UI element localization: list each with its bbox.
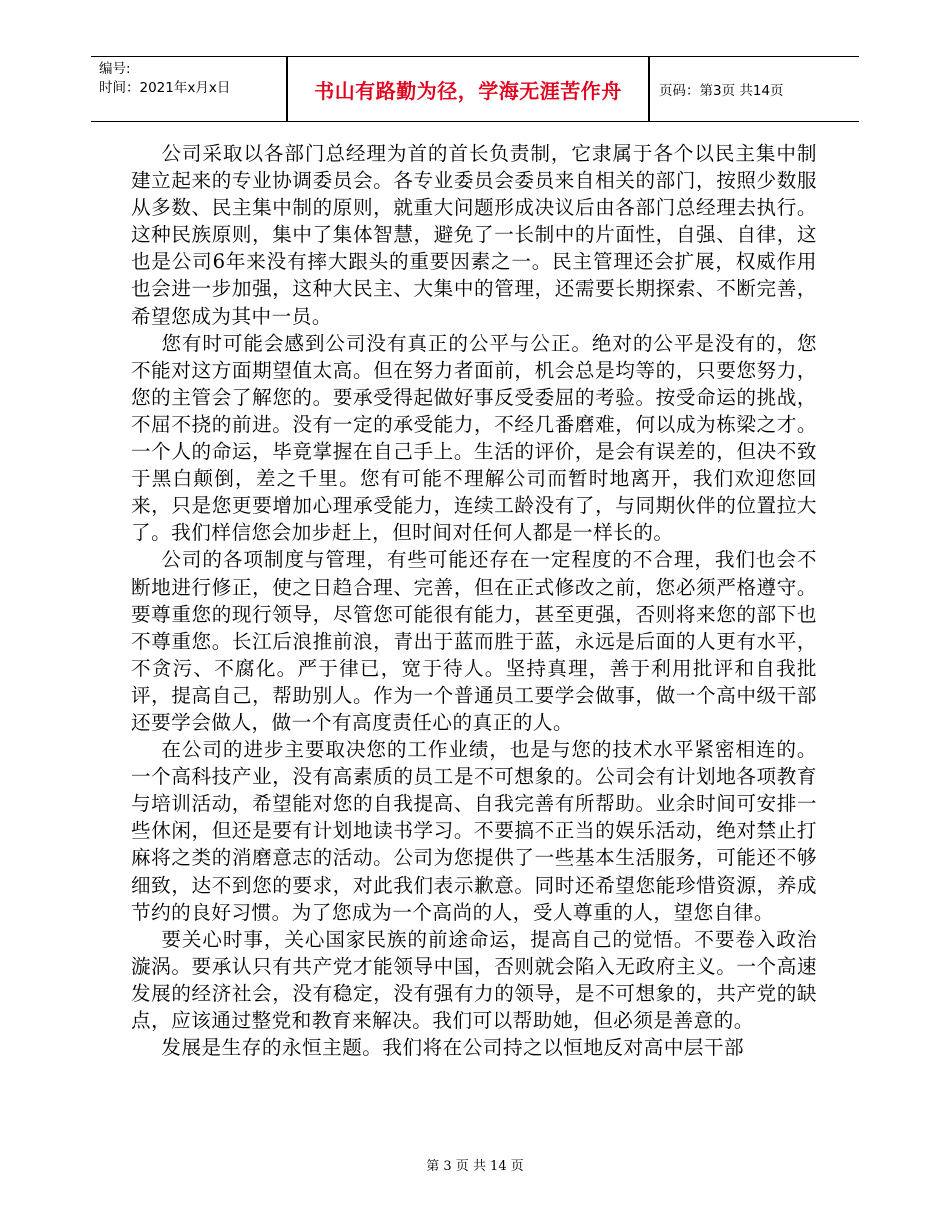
body-paragraph: 在公司的进步主要取决您的工作业绩，也是与您的技术水平紧密相连的。一个高科技产业，没有高素质的员工是不可想象的。公司会有计划地各项教育与培训活动，希望能对您的自我提高、自我完善有所帮助。业余时间可安排一些休闲，但还是要有计划地读书学习。不要搞不正当的娱乐活动，绝对禁止打麻将之类的消磨意志的活动。公司为您提供了一些基本生活服务，可能还不够细致，达不到您的要求，对此我们表示歉意。同时还希望您能珍惜资源，养成节约的良好习惯。为了您成为一个高尚的人，受人尊重的人，望您自律。	[131, 738, 817, 924]
document-number-label: 编号:	[99, 61, 131, 77]
body-paragraph: 公司采取以各部门总经理为首的首长负责制，它隶属于各个以民主集中制建立起来的专业协调委员会。各专业委员会委员来自相关的部门，按照少数服从多数、民主集中制的原则，就重大问题形成决议后由各部门总经理去执行。这种民族原则，集中了集体智慧，避免了一长制中的片面性，自强、自律，这也是公司6年来没有摔大跟头的重要因素之一。民主管理还会扩展，权威作用也会进一步加强，这种大民主、大集中的管理，还需要长期探索、不断完善，希望您成为其中一员。	[131, 142, 817, 328]
body-paragraph: 您有时可能会感到公司没有真正的公平与公正。绝对的公平是没有的，您不能对这方面期望值太高。但在努力者面前，机会总是均等的，只要您努力，您的主管会了解您的。要承受得起做好事反受委屈的考验。按受命运的挑战，不屈不挠的前进。没有一定的承受能力，不经几番磨难，何以成为栋梁之才。一个人的命运，毕竟掌握在自己手上。生活的评价，是会有误差的，但决不致于黑白颠倒，差之千里。您有可能不理解公司而暂时地离开，我们欢迎您回来，只是您更要增加心理承受能力，连续工龄没有了，与同期伙伴的位置拉大了。我们样信您会加步赶上，但时间对任何人都是一样长的。	[131, 331, 817, 545]
header-divider	[648, 57, 650, 121]
document-body	[131, 140, 817, 1061]
header-page-info: 页码：第3页 共14页	[659, 83, 784, 99]
header-motto: 书山有路勤为径，学海无涯苦作舟	[314, 78, 622, 103]
body-paragraph: 公司的各项制度与管理，有些可能还存在一定程度的不合理，我们也会不断地进行修正，使之日趋合理、完善，但在正式修改之前，您必须严格遵守。要尊重您的现行领导，尽管您可能很有能力，甚至更强，否则将来您的部下也不尊重您。长江后浪推前浪，青出于蓝而胜于蓝，永远是后面的人更有水平，不贪污、不腐化。严于律已，宽于待人。坚持真理，善于利用批评和自我批评，提高自己，帮助别人。作为一个普通员工要学会做事，做一个高中级干部还要学会做人，做一个有高度责任心的真正的人。	[131, 548, 817, 734]
body-paragraph: 发展是生存的永恒主题。我们将在公司持之以恒地反对高中层干部	[161, 1036, 745, 1060]
page-header	[91, 56, 859, 122]
page-footer: 第 3 页 共 14 页	[426, 1159, 524, 1174]
header-meta	[91, 57, 286, 121]
document-date-label: 时间：2021年x月x日	[99, 80, 231, 96]
body-paragraph: 要关心时事，关心国家民族的前途命运，提高自己的觉悟。不要卷入政治漩涡。要承认只有共产党才能领导中国，否则就会陷入无政府主义。一个高速发展的经济社会，没有稳定，没有强有力的领导，是不可想象的，共产党的缺点，应该通过整党和教育来解决。我们可以帮助她，但必须是善意的。	[131, 927, 817, 1032]
